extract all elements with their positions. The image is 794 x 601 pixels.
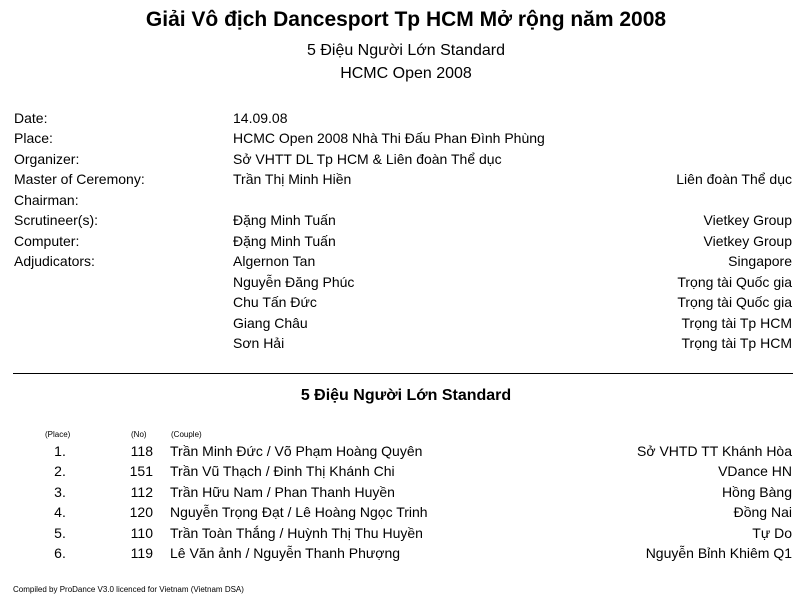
event-name: HCMC Open 2008 — [340, 65, 472, 82]
info-label: Scrutineer(s): — [14, 212, 99, 228]
result-place: 1. — [54, 443, 66, 459]
info-value: Trần Thị Minh Hiền — [233, 171, 352, 187]
info-value: Đặng Minh Tuấn — [233, 233, 336, 249]
info-value: 14.09.08 — [233, 110, 288, 126]
footer-credit: Compiled by ProDance V3.0 licenced for Vietnam (Vietnam DSA) — [13, 585, 244, 594]
result-club: Sở VHTD TT Khánh Hòa — [637, 443, 792, 459]
info-label: Computer: — [14, 233, 80, 249]
info-value: Sơn Hải — [233, 335, 285, 351]
info-affiliation: Trọng tài Quốc gia — [677, 294, 792, 310]
info-affiliation: Trọng tài Tp HCM — [681, 315, 792, 331]
info-value: Algernon Tan — [233, 253, 316, 269]
result-couple: Lê Văn ảnh / Nguyễn Thanh Phượng — [170, 545, 401, 561]
result-place: 6. — [54, 545, 66, 561]
event-category: 5 Điệu Người Lớn Standard — [306, 42, 506, 59]
info-affiliation: Trọng tài Tp HCM — [681, 335, 792, 351]
info-value: Đặng Minh Tuấn — [233, 212, 336, 228]
info-value: Nguyễn Đăng Phúc — [233, 274, 355, 290]
result-place: 4. — [54, 504, 66, 520]
result-couple: Trần Toàn Thắng / Huỳnh Thị Thu Huyền — [170, 525, 423, 541]
result-number: 118 — [130, 443, 153, 459]
info-affiliation: Liên đoàn Thể dục — [676, 171, 792, 187]
result-couple: Trần Minh Đức / Võ Phạm Hoàng Quyên — [170, 443, 423, 459]
result-number: 120 — [129, 504, 153, 520]
info-label: Place: — [14, 130, 53, 146]
result-club: VDance HN — [718, 463, 792, 479]
result-number: 151 — [129, 463, 153, 479]
result-club: Tự Do — [752, 525, 792, 541]
result-number: 119 — [130, 545, 153, 561]
info-affiliation: Vietkey Group — [703, 233, 792, 249]
result-couple: Trần Vũ Thạch / Đinh Thị Khánh Chi — [170, 463, 395, 479]
info-label: Date: — [14, 110, 48, 126]
info-value: Giang Châu — [233, 315, 308, 331]
result-place: 5. — [54, 525, 66, 541]
info-affiliation: Trọng tài Quốc gia — [677, 274, 792, 290]
info-affiliation: Vietkey Group — [703, 212, 792, 228]
divider — [13, 373, 793, 374]
info-label: Master of Ceremony: — [14, 171, 145, 187]
result-place: 2. — [54, 463, 66, 479]
page-title: Giải Vô địch Dancesport Tp HCM Mở rộng năm 2008 — [145, 8, 667, 31]
info-value: Chu Tấn Đức — [233, 294, 317, 310]
info-value: HCMC Open 2008 Nhà Thi Đấu Phan Đình Phùng — [233, 130, 545, 146]
result-couple: Trần Hữu Nam / Phan Thanh Huyền — [170, 484, 395, 500]
result-number: 112 — [130, 484, 153, 500]
column-header-place: (Place) — [45, 430, 71, 439]
result-number: 110 — [130, 525, 153, 541]
column-header-couple: (Couple) — [171, 430, 202, 439]
result-club: Đồng Nai — [733, 504, 792, 520]
result-club: Nguyễn Bỉnh Khiêm Q1 — [645, 545, 792, 561]
info-affiliation: Singapore — [728, 253, 792, 269]
info-label: Chairman: — [14, 192, 79, 208]
section-title: 5 Điệu Người Lớn Standard — [300, 387, 512, 404]
result-place: 3. — [54, 484, 66, 500]
info-label: Organizer: — [14, 151, 80, 167]
result-club: Hồng Bàng — [721, 484, 792, 500]
column-header-no: (No) — [131, 430, 147, 439]
result-couple: Nguyễn Trọng Đạt / Lê Hoàng Ngọc Trinh — [170, 504, 428, 520]
info-label: Adjudicators: — [14, 253, 95, 269]
info-value: Sở VHTT DL Tp HCM & Liên đoàn Thể dục — [233, 151, 502, 167]
